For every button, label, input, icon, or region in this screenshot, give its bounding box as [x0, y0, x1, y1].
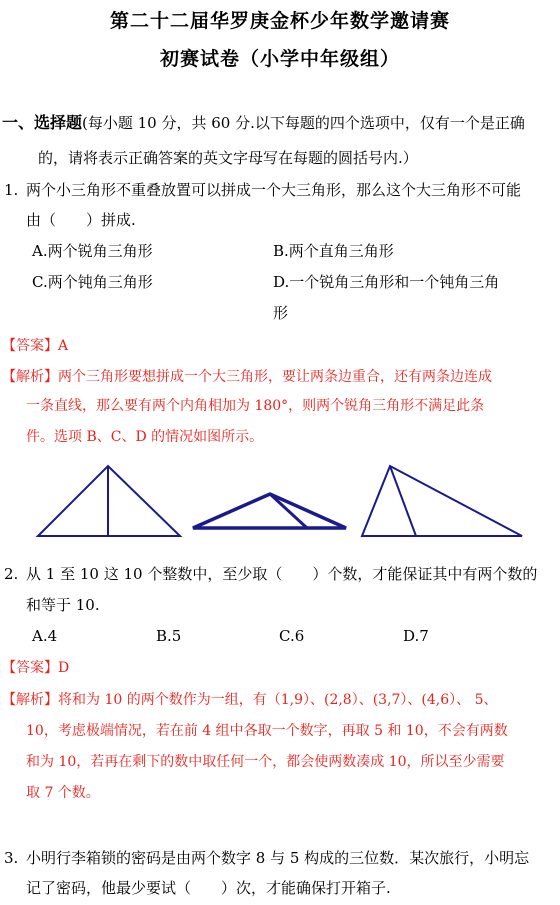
q1-stem-line2: 由（ ）拼成. [26, 211, 136, 229]
q2-option-c: C.6 [279, 627, 305, 645]
q2-option-a: A.4 [32, 627, 58, 645]
triangle-figure [0, 458, 560, 548]
q3-number: 3. [4, 849, 19, 867]
q1-number: 1. [4, 181, 19, 199]
figure-right-triangles [38, 466, 180, 536]
figure-acute-obtuse-triangles [362, 466, 522, 536]
q2-option-d: D.7 [403, 627, 429, 645]
figure-obtuse-triangles [193, 494, 346, 528]
q2-number: 2. [4, 565, 19, 583]
section-instruction-cont: 的，请将表示正确答案的英文字母写在每题的圆括号内.） [38, 149, 418, 167]
q2-answer: 【答案】D [2, 660, 70, 676]
q2-analysis-line1: 【解析】将和为 10 的两个数作为一组，有（1,9）、(2,8）、(3,7）、(4,6）、 5、 [2, 692, 498, 708]
q2-option-b: B.5 [156, 627, 182, 645]
q1-analysis-line3: 件。选项 B、C、D 的情况如图所示。 [26, 429, 264, 445]
page-subtitle: 初赛试卷（小学中年级组） [159, 48, 400, 70]
q1-option-d: D.一个锐角三角形和一个钝角三角 [273, 273, 500, 291]
q2-stem-line1: 从 1 至 10 这 10 个整数中，至少取（ ）个数，才能保证其中有两个数的 [26, 565, 538, 583]
q3-stem-line1: 小明行李箱锁的密码是由两个数字 8 与 5 构成的三位数．某次旅行，小明忘 [26, 849, 530, 867]
section-heading-row [2, 110, 525, 133]
q2-analysis-line4: 取 7 个数。 [26, 785, 100, 801]
page-title: 第二十二届华罗庚金杯少年数学邀请赛 [109, 10, 450, 32]
section-heading: 一、选择题 [2, 113, 83, 132]
q2-stem-line2: 和等于 10. [26, 596, 100, 614]
q1-answer: 【答案】A [2, 338, 69, 354]
q1-analysis-line2: 一条直线，那么要有两个内角相加为 180°，则两个锐角三角形不满足此条 [26, 398, 485, 414]
q2-analysis-line3: 和为 10，若再在剩下的数中取任何一个，都会使两数凑成 10，所以至少需要 [26, 754, 505, 770]
q1-option-b: B.两个直角三角形 [273, 242, 394, 260]
q1-analysis-line1: 【解析】两个三角形要想拼成一个大三角形，要让两条边重合，还有两条边连成 [2, 369, 492, 385]
q2-analysis-line2: 10，考虑极端情况，若在前 4 组中各取一个数字，再取 5 和 10，不会有两数 [26, 723, 508, 739]
q1-option-d-cont: 形 [273, 304, 289, 322]
q1-option-c: C.两个钝角三角形 [32, 273, 153, 291]
q1-option-a: A.两个锐角三角形 [32, 242, 153, 260]
q1-stem-line1: 两个小三角形不重叠放置可以拼成一个大三角形，那么这个大三角形不可能 [26, 181, 522, 199]
q3-stem-line2: 记了密码，他最少要试（ ）次，才能确保打开箱子. [26, 879, 391, 897]
section-instruction: (每小题 10 分，共 60 分.以下每题的四个选项中，仅有一个是正确 [82, 114, 525, 132]
